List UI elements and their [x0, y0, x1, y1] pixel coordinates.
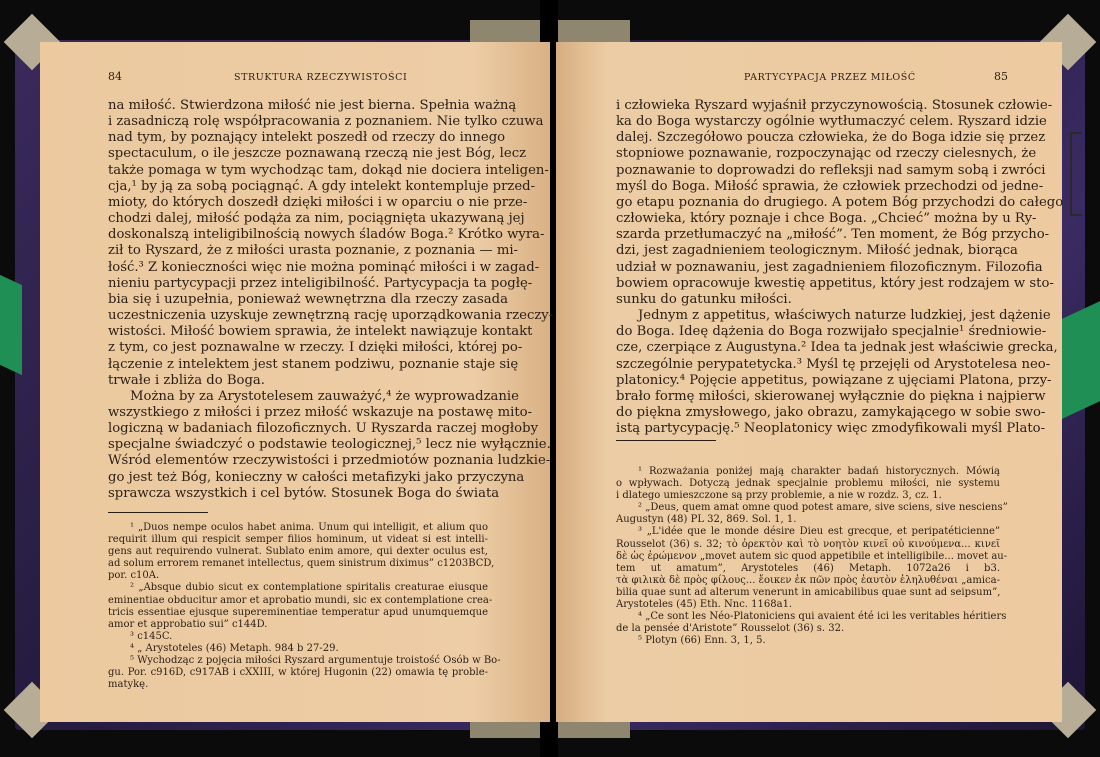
footnote-line: δὲ ὡς ἐρώμενον „movet autem sic quod appetibile et intelligibile... movet au-	[616, 550, 1008, 562]
footnote-line: ³ „L'idée que le monde désire Dieu est grecque, et peripatéticienne”	[638, 526, 1000, 538]
body-line: nieniu partycypacji przez inteligibilność. Partycypacja ta pogłę-	[108, 275, 533, 291]
footnote-line: o wpływach. Dotyczą jednak specjalnie problemu miłości, nie systemu	[616, 478, 1000, 490]
footnote-line: gu. Por. c916D, c917AB i cXXIII, w której Hugonin (22) omawia tę proble-	[108, 667, 488, 679]
body-line: doskonalszą inteligibilnością nowych śladów Boga.² Krótko wyra-	[108, 227, 545, 243]
footnote-rule	[108, 512, 208, 513]
body-line: udział w poznawaniu, jest zagadnieniem filozoficznym. Filozofia	[616, 259, 1043, 275]
footnote-line: por. c10A.	[108, 570, 160, 582]
running-header: PARTYCYPACJA PRZEZ MIŁOŚĆ	[744, 72, 916, 83]
body-line: logiczną w badaniach filozoficznych. U Ryszarda raczej mogłoby	[108, 421, 539, 437]
body-line: łączenie z intelektem jest stanem podziwu, poznanie staje się	[108, 356, 519, 372]
footnote-line: bilia quae sunt ad alterum venerunt in amicabilibus quae sunt ad seipsum”,	[616, 586, 1001, 598]
footnote-line: i dlatego umieszczone są przy problemie, a nie w rozdz. 3, cz. 1.	[616, 490, 942, 502]
footnote-line: ⁵ Plotyn (66) Enn. 3, 1, 5.	[638, 635, 766, 647]
body-line: specjalne świadczyć o podstawie teologicznej,⁵ lecz nie wyłącznie.	[108, 437, 551, 453]
footnote-line: Augustyn (48) PL 32, 869. Sol. 1, 1.	[616, 514, 797, 526]
body-line: bia się i uzupełnia, ponieważ wewnętrzna dla rzeczy zasada	[108, 291, 508, 307]
body-line: wszystkiego z miłości i przez miłość wskazuje na postawę mito-	[108, 404, 533, 420]
green-tab	[1062, 301, 1100, 419]
body-line: na miłość. Stwierdzona miłość nie jest bierna. Spełnia ważną	[108, 98, 517, 113]
footnote-line: ad solum errorem remanet intellectus, quem sinistrum diximus” c1203BCD,	[108, 558, 495, 570]
body-line: stopniowe poznawanie, rozpoczynając od rzeczy cielesnych, że	[616, 146, 1037, 162]
body-line: sunku do gatunku miłości.	[616, 291, 792, 307]
page-number: 84	[108, 70, 122, 83]
body-line: do piękna zmysłowego, jako obrazu, zamykającego w sobie swo-	[616, 404, 1046, 420]
body-line: go jest też Bóg, konieczny w całości metafizyki jako przyczyna	[108, 469, 525, 485]
footnote-line: Rousselot (36) s. 32; τὸ ὀρεκτὸν καὶ τὸ νοητὸν κινεῖ οὐ κινούμενα... κινεῖ	[616, 538, 1000, 550]
body-line: łość.³ Z konieczności więc nie można pominąć miłości i w zagad-	[108, 259, 540, 275]
body-line: platonicy.⁴ Pojęcie appetitus, powiązane z ujęciami Platona, przy-	[616, 372, 1052, 388]
body-line: chodzi dalej, miłość podąża za nim, pociągnięta ukazywaną jej	[108, 211, 525, 227]
body-line: nad tym, by poznający intelekt poszedł od rzeczy do innego	[108, 130, 506, 146]
bracket-mark	[1070, 132, 1082, 216]
body-line: szczególnie perypatetycka.³ Myśl tę przejęli od Arystotelesa neo-	[616, 356, 1051, 372]
footnotes	[616, 466, 1008, 647]
footnote-line: de la pensée d'Aristote” Rousselot (36) s. 32.	[616, 623, 845, 635]
body-line: myśl do Boga. Miłość sprawia, że człowiek przechodzi od jedne-	[616, 178, 1044, 194]
footnote-line: tricis essentiae ejusque supereminentiae temperatur apud unumquemque	[108, 606, 488, 618]
body-line: Jednym z appetitus, właściwych naturze ludzkiej, jest dążenie	[638, 308, 1051, 324]
body-line: z tym, co jest poznawalne w rzeczy. I dzięki miłości, której po-	[108, 340, 523, 356]
right-edge-marks	[1062, 120, 1100, 520]
footnote-line: ³ c145C.	[130, 630, 173, 642]
footnote-line: matykę.	[108, 679, 149, 691]
body-line: i zasadniczą rolę współpracowania z poznaniem. Nie tylko czuwa	[108, 114, 544, 130]
body-line: brało formę miłości, skierowanej wyłącznie do piękna i najpierw	[616, 388, 1046, 404]
body-line: spectaculum, o ile jeszcze poznawaną rzeczą nie jest Bóg, lecz	[108, 146, 527, 162]
running-header: STRUKTURA RZECZYWISTOŚCI	[234, 72, 408, 83]
footnote-line: eminentiae obducitur amor et aprobatio mundi, sic ex contemplatione crea-	[108, 594, 493, 606]
body-line: uczestniczenia uzyskuje zewnętrzną rację uporządkowania rzeczy-	[108, 308, 554, 324]
body-text	[616, 98, 1064, 437]
footnote-line: tem ut amatum”, Arystoteles (46) Metaph. 1072a26 i b3.	[616, 562, 1000, 574]
footnote-line: ² „Deus, quem amat omne quod potest amare, sive sciens, sive nesciens”	[638, 502, 1008, 514]
body-line: do Boga. Ideę dążenia do Boga rozwijało specjalnie¹ średniowie-	[616, 324, 1047, 340]
body-line: szarda przetłumaczyć na „miłość”. Ten moment, że Bóg przycho-	[616, 227, 1050, 243]
right-page	[556, 42, 1062, 722]
body-line: i człowieka Ryszard wyjaśnił przyczynowością. Stosunek człowie-	[616, 98, 1053, 113]
body-line: dzi, jest zagadnieniem teologicznym. Miłość jednak, biorąca	[616, 243, 1018, 259]
body-line: bowiem opracowuje kwestię appetitus, który jest rodzajem w sto-	[616, 275, 1054, 291]
body-line: dalej. Szczegółowo poucza człowieka, że do Boga idzie się przez	[616, 130, 1046, 146]
footnote-line: Arystoteles (45) Eth. Nnc. 1168a1.	[616, 599, 793, 611]
footnote-line: ⁵ Wychodząc z pojęcia miłości Ryszard argumentuje troistość Osób w Bo-	[130, 655, 501, 667]
footnote-line: ² „Absque dubio sicut ex contemplatione spiritalis creaturae eiusque	[130, 582, 488, 594]
body-text	[108, 98, 554, 502]
left-page	[40, 42, 554, 722]
body-line: cze, czerpiące z Augustyna.² Idea ta jednak jest właściwie grecka,	[616, 340, 1058, 356]
body-line: trwałe i zbliża do Boga.	[108, 372, 265, 388]
body-line: go etapu poznania do drugiego. A potem Bóg przychodzi do całego	[616, 194, 1064, 210]
body-line: ził to Ryszard, że z miłości urasta poznanie, z poznania — mi-	[108, 243, 519, 259]
body-line: także pomaga w tym wychodząc tam, dokąd nie dociera inteligen-	[108, 162, 549, 178]
footnote-line: ¹ Rozważania poniżej mają charakter badań historycznych. Mówią	[638, 466, 1000, 477]
body-line: Wśród elementów rzeczywistości i przedmiotów poznania ludzkie-	[108, 453, 551, 469]
green-tab	[0, 275, 22, 375]
body-line: mioty, do których doszedł dzięki miłości i w oparciu o nie prze-	[108, 194, 528, 210]
page-number: 85	[994, 70, 1008, 83]
footnote-rule	[616, 440, 716, 441]
body-line: Można by za Arystotelesem zauważyć,⁴ że wyprowadzanie	[130, 388, 519, 404]
footnotes	[108, 522, 501, 691]
body-line: wistości. Miłość bowiem sprawia, że intelekt nawiązuje kontakt	[108, 324, 533, 340]
footnote-line: ¹ „Duos nempe oculos habet anima. Unum qui intelligit, et alium quo	[130, 522, 488, 533]
body-line: cja,¹ by ją za sobą pociągnąć. A gdy intelekt kontempluje przed-	[108, 178, 536, 194]
footnote-line: gens aut requirendo vulnerat. Sublato enim amore, qui dexter oculus est,	[108, 546, 488, 558]
body-line: istą partycypację.⁵ Neoplatonicy więc zmodyfikowali myśl Plato-	[616, 421, 1046, 437]
body-line: człowieka, który poznaje i chce Boga. „Chcieć” można by u Ry-	[616, 211, 1037, 227]
body-line: ka do Boga wystarczy ogólnie wytłumaczyć celem. Ryszard idzie	[616, 114, 1047, 130]
footnote-line: ⁴ „Ce sont les Néo-Platoniciens qui avaient été ici les veritables héritiers	[638, 611, 1007, 623]
body-line: poznawanie to doprowadzi do refleksji nad samym sobą i zwróci	[616, 162, 1046, 178]
footnote-line: τὰ φιλικὰ δὲ πρὸς φίλους... ἔοικεν ἐκ πῶν πρὸς ἑαυτὸν ἐληλυθέναι „amica-	[616, 574, 1000, 586]
body-line: sprawcza wszystkich i cel bytów. Stosunek Boga do świata	[108, 485, 500, 501]
footnote-line: ⁴ „ Arystoteles (46) Metaph. 984 b 27-29.	[130, 642, 339, 654]
footnote-line: amor et approbatio sui” c144D.	[108, 618, 268, 630]
footnote-line: requirit illum qui respicit semper filios hominum, ut videat si est intelli-	[108, 534, 488, 546]
